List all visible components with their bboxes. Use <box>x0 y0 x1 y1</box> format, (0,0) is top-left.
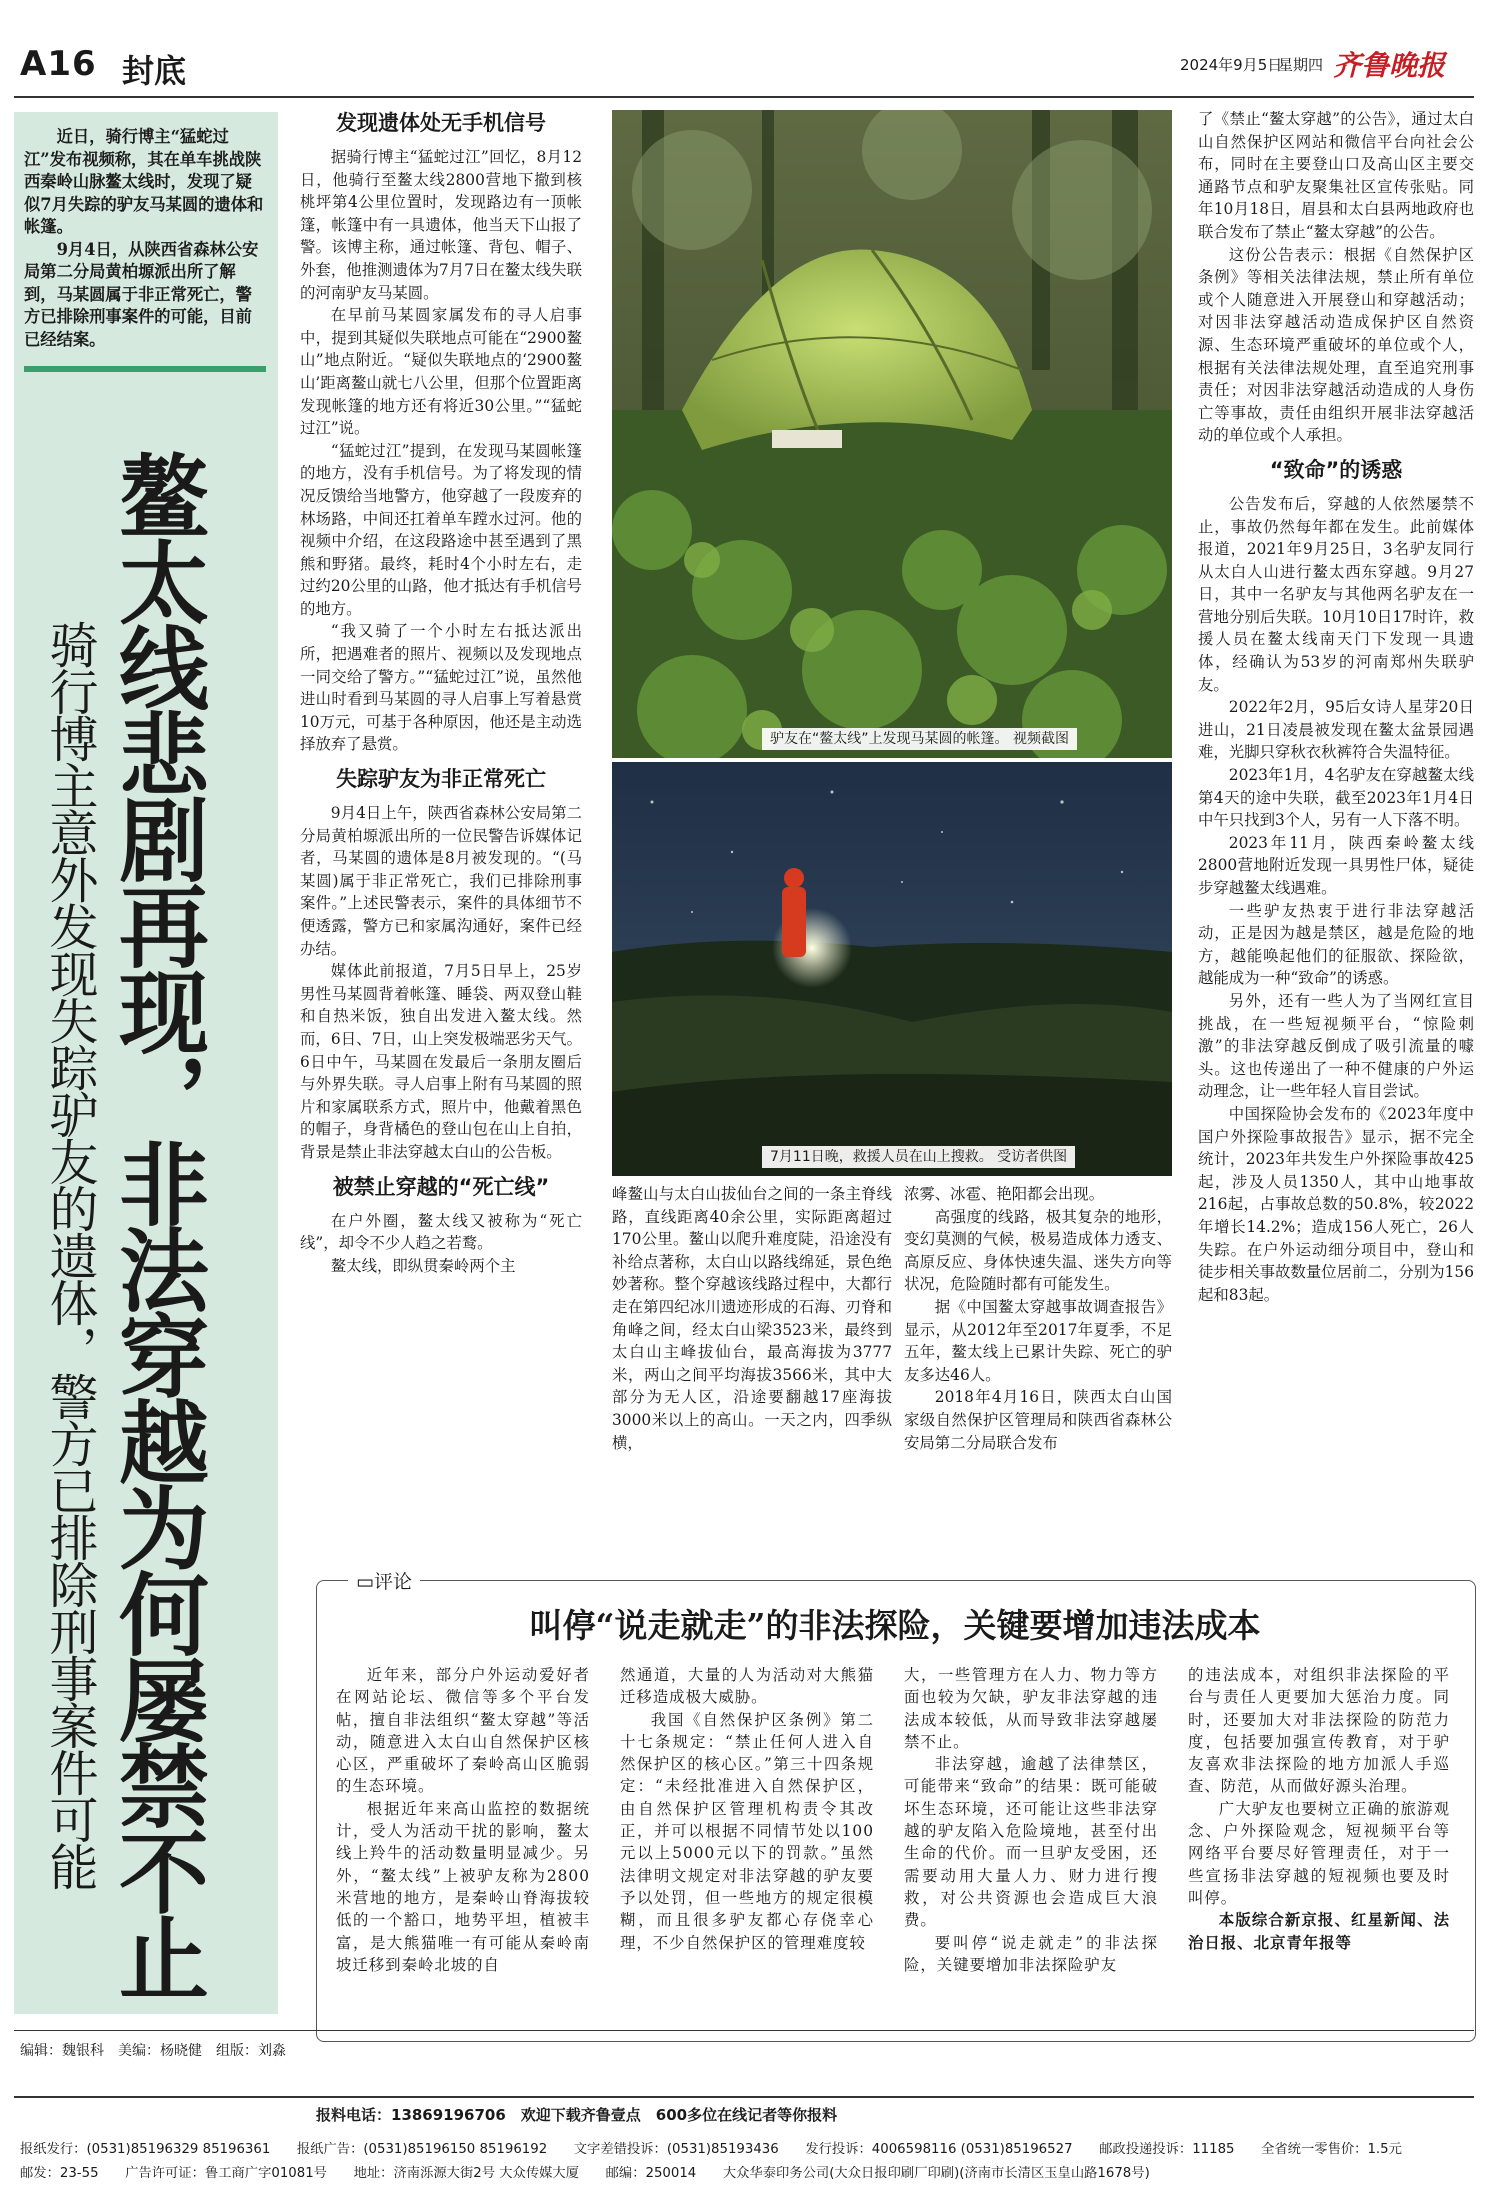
subheading-no-signal: 发现遗体处无手机信号 <box>336 111 546 135</box>
article-paragraph: 峰鳌山与太白山拔仙台之间的一条主脊线路，直线距离40余公里，实际距离超过170公里。鳌山以爬升难度陡，沿途没有补给点著称，太白山以路线绵延，景色绝妙著称。整个穿越该线路过程中，大都行走在第四纪冰川遗迹形成的石海、刃脊和角峰之间，经太白山梁3523米，最终到太白山主峰拔仙台，最高海拔为3777米，两山之间平均海拔3566米，其中大部分为无人区，沿途要翻越17座海拔3000米以上的高山。一天之内，四季纵横， <box>612 1185 892 1452</box>
photo-night-rescue <box>612 762 1172 1176</box>
article-paragraph: 公告发布后，穿越的人依然屡禁不止，事故仍然每年都在发生。此前媒体报道，2021年9月25日，3名驴友同行从太白人山进行鳌太西东穿越。9月27日，其中一名驴友与其他两名驴友在一营地分别后失联。10月10日17时许，救援人员在鳌太线南天门下发现一具遗体，经确认为53岁的河南郑州失联驴友。 <box>1198 494 1474 694</box>
footer-rule <box>14 2030 1474 2031</box>
article-paragraph: 2023年11月，陕西秦岭鳌太线2800营地附近发现一具男性尸体，疑徒步穿越鳌太线遇难。 <box>1198 833 1474 897</box>
article-paragraph: 另外，还有一些人为了当网红宣目挑战，在一些短视频平台，“惊险刺激”的非法穿越反倒成了吸引流量的噱头。这也传递出了一种不健康的户外运动理念，让一些年轻人盲目尝试。 <box>1198 991 1474 1101</box>
article-paragraph: 2022年2月，95后女诗人星芽20日进山，21日凌晨被发现在鳌太盆景园遇难，光脚只穿秋衣秋裤符合失温特征。 <box>1198 698 1474 762</box>
article-paragraph: “我又骑了一个小时左右抵达派出所，把遇难者的照片、视频以及发现地点一同交给了警方。”“猛蛇过江”说，虽然他进山时看到马某圆的寻人启事上写着悬赏10万元，可基于各种原因，他还是主动选择放弃了悬赏。 <box>300 622 582 754</box>
commentary-col2 <box>620 1664 874 1954</box>
lead-paragraph: 近日，骑行博主“猛蛇过江”发布视频称，其在单车挑战陕西秦岭山脉鳌太线时，发现了疑似7月失踪的驴友马某圆的遗体和帐篷。 <box>24 127 264 236</box>
commentary-col1 <box>336 1664 590 1976</box>
commentary-paragraph: 近年来，部分户外运动爱好者在网站论坛、微信等多个平台发帖，擅自非法组织“鳌太穿越”等活动，随意进入太白山自然保护区核心区，严重破坏了秦岭高山区脆弱的生态环境。 <box>336 1666 590 1796</box>
photo-tent <box>612 110 1172 758</box>
commentary-paragraph: 然通道，大量的人为活动对大熊猫迁移造成极大威胁。 <box>620 1666 874 1707</box>
article-paragraph: 据《中国鳌太穿越事故调查报告》显示，从2012年至2017年夏季，不足五年，鳌太线上已累计失踪、死亡的驴友多达46人。 <box>904 1297 1172 1384</box>
article-section-5 <box>1198 493 1474 1306</box>
commentary-paragraph: 大，一些管理方在人力、物力等方面也较为欠缺，驴友非法穿越的违法成本较低，从而导致非法穿越屡禁不止。 <box>904 1666 1158 1751</box>
subheading-deadly-lure: “致命”的诱惑 <box>1269 457 1403 482</box>
commentary-paragraph: 根据近年来高山监控的数据统计，受人为活动干扰的影响，鳌太线上羚牛的活动数量明显减少。另外，“鳌太线”上被驴友称为2800米营地的地方，是秦岭山脊海拔较低的一个豁口，地势平坦，植被丰富，是大熊猫唯一有可能从秦岭南坡迁移到秦岭北坡的自 <box>336 1799 590 1974</box>
subheading-abnormal-death: 失踪驴友为非正常死亡 <box>336 767 546 792</box>
commentary-paragraph: 的违法成本，对组织非法探险的平台与责任人更要加大惩治力度。同时，还要加大对非法探险的防范力度，包括要加强宣传教育，对于驴友喜欢非法探险的地方加派人手巡查、防范，从而做好源头治理。 <box>1188 1666 1450 1796</box>
commentary-paragraph: 我国《自然保护区条例》第二十七条规定：“禁止任何人进入自然保护区的核心区。”第三十四条规定：“未经批准进入自然保护区，由自然保护区管理机构责令其改正，并可以根据不同情节处以100元以上5000元以下的罚款。”虽然法律明文规定对非法穿越的驴友要予以处罚，但一些地方的规定很模糊，而且很多驴友都心存侥幸心理，不少自然保护区的管理难度较 <box>620 1710 874 1952</box>
lead-summary <box>24 126 266 351</box>
article-paragraph: 一些驴友热衷于进行非法穿越活动，正是因为越是禁区，越是危险的地方，越能唤起他们的征服欲、探险欲，越能成为一种“致命”的诱惑。 <box>1198 901 1474 988</box>
article-col2 <box>612 1183 892 1454</box>
article-paragraph: 这份公告表示：根据《自然保护区条例》等相关法律法规，禁止所有单位或个人随意进入开展登山和穿越活动；对因非法穿越活动造成保护区自然资源、生态环境严重破坏的单位或个人，根据有关法律法规处理，直至追究刑事责任；对因非法穿越活动造成的人身伤亡等事故，责任由组织开展非法穿越活动的单位或个人承担。 <box>1198 245 1474 445</box>
lead-divider <box>24 366 266 372</box>
page-number: A16 <box>20 44 97 84</box>
article-col3 <box>904 1183 1172 1454</box>
article-paragraph: 媒体此前报道，7月5日早上，25岁男性马某圆背着帐篷、睡袋、两双登山鞋和自热米饭，独自出发进入鳌太线。然而，6日、7日，山上突发极端恶劣天气。6日中午，马某圆在发最后一条朋友圈后与外界失联。寻人启事上附有马某圆的照片和家属联系方式，照片中，他戴着黑色的帽子，身背橘色的登山包在山上自拍，背景是禁止非法穿越太白山的公告板。 <box>300 962 582 1161</box>
commentary-title: 叫停“说走就走”的非法探险，关键要增加违法成本 <box>529 1606 1261 1645</box>
footer-rule-2 <box>14 2096 1474 2098</box>
article-paragraph: 2018年4月16日，陕西太白山国家级自然保护区管理局和陕西省森林公安局第二分局联合发布 <box>904 1388 1172 1452</box>
article-section-2 <box>300 802 582 1164</box>
commentary-col4 <box>1188 1664 1450 1954</box>
article-paragraph: 9月4日上午，陕西省森林公安局第二分局黄柏塬派出所的一位民警告诉媒体记者，马某圆的遗体是8月被发现的。“(马某圆)属于非正常死亡，我们已排除刑事案件。”上述民警表示，案件的具体细节不便透露，警方已和家属沟通好，案件已经办结。 <box>300 804 582 958</box>
issue-date: 2024年9月5日 <box>1180 56 1283 74</box>
photo-caption-rescue: 7月11日晚，救援人员在山上搜救。 受访者供图 <box>762 1146 1075 1168</box>
commentary-tag <box>348 1567 420 1594</box>
contact-info-line1: 报纸发行：(0531)85196329 85196361 报纸广告：(0531)85196150 85196192 文字差错投诉：(0531)85193436 发行投诉：4006598116 (0531)85196527 邮政投递投诉：11185 全省统一零售价：1.5元 <box>20 2142 1402 2157</box>
article-paragraph: 中国探险协会发布的《2023年度中国户外探险事故报告》显示，据不完全统计，2023年共发生户外探险事故425起，涉及人员1350人，其中山地事故216起，占事故总数的50.8%，较2022年增长14.2%；造成156人死亡，26人失踪。在户外运动细分项目中，登山和徒步相关事故数量位居前二，分别为156起和83起。 <box>1198 1104 1474 1304</box>
commentary-source: 本版综合新京报、红星新闻、法治日报、北京青年报等 <box>1188 1911 1450 1952</box>
article-section-1 <box>300 146 582 756</box>
commentary-tag-label: 评论 <box>373 1571 412 1593</box>
article-paragraph: 2023年1月，4名驴友在穿越鳌太线第4天的途中失联，截至2023年1月4日中午只找到3个人，另有一人下落不明。 <box>1198 766 1474 830</box>
section-label: 封底 <box>122 52 187 90</box>
article-paragraph: 浓雾、冰雹、艳阳都会出现。 <box>904 1185 1105 1203</box>
lead-paragraph: 9月4日，从陕西省森林公安局第二分局黄柏塬派出所了解到，马某圆属于非正常死亡，警方已排除刑事案件的可能，目前已经结案。 <box>24 239 259 349</box>
article-section-3 <box>300 1210 582 1278</box>
night-rescue-image <box>612 762 1172 1176</box>
tent-scene-image <box>612 110 1172 758</box>
commentary-col3 <box>904 1664 1158 1976</box>
article-paragraph: 了《禁止“鳌太穿越”的公告》，通过太白山自然保护区网站和微信平台向社会公布，同时在主要登山口及高山区主要交通路节点和驴友聚集社区宣传张贴。同年10月18日，眉县和太白县两地政府也联合发布了禁止“鳌太穿越”的公告。 <box>1198 110 1474 241</box>
commentary-paragraph: 非法穿越，逾越了法律禁区，可能带来“致命”的结果：既可能破坏生态环境，还可能让这些非法穿越的驴友陷入危险境地，甚至付出生命的代价。而一旦驴友受困，还需要动用大量人力、财力进行搜救，对公共资源也会造成巨大浪费。 <box>904 1755 1158 1930</box>
article-section-4 <box>1198 108 1474 447</box>
tip-hotline: 报料电话：13869196706 欢迎下载齐鲁壹点 600多位在线记者等你报料 <box>316 2106 838 2124</box>
article-paragraph: “猛蛇过江”提到，在发现马某圆帐篷的地方，没有手机信号。为了将发现的情况反馈给当地警方，他穿越了一段废弃的林场路，中间还扛着单车蹚水过河。他的视频中介绍，在这段路途中甚至遇到了黑熊和野猪。最终，耗时4个小时左右，走过约20公里的山路，他才抵达有手机信号的地方。 <box>300 441 582 618</box>
main-headline: 鳌太线悲剧再现，非法穿越为何屡禁不止 <box>103 450 209 1998</box>
comment-icon: ▭ <box>356 1571 374 1593</box>
header-rule <box>14 96 1474 98</box>
photo-caption-tent: 驴友在“鳌太线”上发现马某圆的帐篷。 视频截图 <box>762 728 1077 750</box>
headline-deck: 骑行博主意外发现失踪驴友的遗体，警方已排除刑事案件可能 <box>42 620 99 1889</box>
subheading-death-line: 被禁止穿越的“死亡线” <box>332 1174 550 1199</box>
masthead-logo: 齐鲁晚报 <box>1333 49 1446 82</box>
issue-weekday: 星期四 <box>1278 56 1324 74</box>
article-paragraph: 据骑行博主“猛蛇过江”回忆，8月12日，他骑行至鳌太线2800营地下撤到核桃坪第4公里位置时，发现路边有一顶帐篷，帐篷中有一具遗体，他当天下山报了警。该博主称，通过帐篷、背包、帽子、外套，他推测遗体为7月7日在鳌太线失联的河南驴友马某圆。 <box>300 148 582 302</box>
commentary-paragraph: 广大驴友也要树立正确的旅游观念、户外探险观念，短视频平台等网络平台要尽好管理责任，对于一些宣扬非法穿越的短视频也要及时叫停。 <box>1188 1799 1450 1907</box>
article-paragraph: 在户外圈，鳌太线又被称为“死亡线”，却令不少人趋之若鹜。 <box>300 1211 582 1253</box>
contact-info-line2: 邮发：23-55 广告许可证：鲁工商广字01081号 地址：济南泺源大街2号 大众传媒大厦 邮编：250014 大众华泰印务公司(大众日报印刷厂印刷)(济南市长清区玉皇山路1678号) <box>20 2166 1150 2181</box>
editor-credits: 编辑：魏银科 美编：杨晓健 组版：刘淼 <box>20 2043 286 2059</box>
article-paragraph: 高强度的线路，极其复杂的地形，变幻莫测的气候，极易造成体力透支、高原反应、身体快速失温、迷失方向等状况，危险随时都有可能发生。 <box>904 1207 1172 1294</box>
commentary-paragraph: 要叫停“说走就走”的非法探险，关键要增加非法探险驴友 <box>904 1933 1158 1974</box>
article-paragraph: 在早前马某圆家属发布的寻人启事中，提到其疑似失联地点可能在“2900鳌山”地点附近。“疑似失联地点的‘2900鳌山’距离鳌山就七八公里，但那个位置距离发现帐篷的地方还有将近30公里。”“猛蛇过江”说。 <box>300 306 582 438</box>
article-paragraph: 鳌太线，即纵贯秦岭两个主 <box>330 1256 516 1275</box>
